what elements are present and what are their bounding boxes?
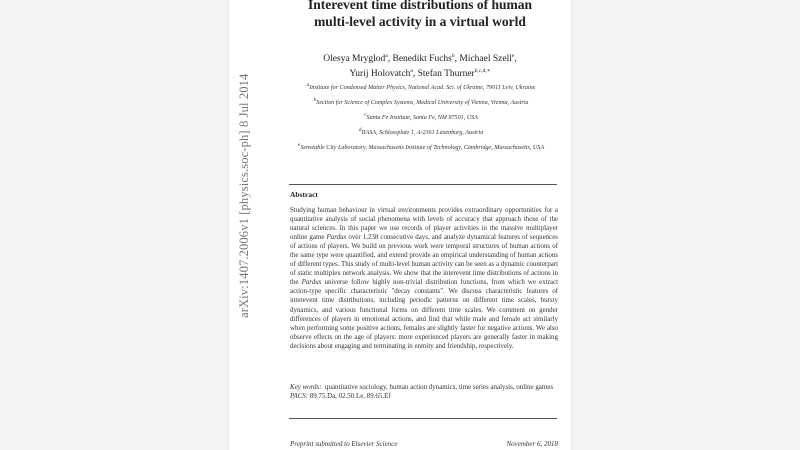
affiliation-item (289, 96, 553, 107)
abstract-part: universe follow highly non-trivial distribution functions, from which we extract action-type specific characteristic "decay constants". We discuss characteristic features of interevent time distributions, including periodic patterns on different time scales, bursty dynamics, and various functional forms on different time scales. We comment on gender differences of players in emotional actions, and find that while male and female act similarly when performing some positive actions, females are slightly faster for negative actions. We also observe effects on the age of players: more experienced players are generally faster in making decisions about engaging and terminating in enmity and friendship, respectively. (290, 278, 559, 350)
abstract-em: Pardus (326, 233, 347, 242)
preprint-note: Preprint submitted to Elsevier Science (290, 440, 398, 448)
keywords-text: quantitative sociology, human action dynamics, time series analysis, online games (325, 383, 554, 391)
author-name: Michael Szell (459, 54, 512, 65)
author-mark: a (385, 53, 388, 59)
pacs-label: PACS: (290, 392, 308, 401)
author-mark: b,c,d,∗ (474, 68, 491, 75)
author-line-2: Yurij Holovatch$^a$, Stefan Thurner$^{b,c,d,∗}$ (349, 68, 491, 80)
affiliation-item (289, 126, 553, 137)
affiliation-text: IIASA, Schlossplatz 1, A-2361 Laxenburg, Austria (361, 130, 484, 137)
author-name: Olesya Mryglod (323, 54, 386, 65)
abstract-bottom-rule (289, 418, 557, 419)
affiliation-mark: d (358, 127, 362, 134)
affiliation-item (289, 141, 553, 152)
arxiv-stamp: arXiv:1407.2006v1 [physics.soc-ph] 8 Jul 2014 (237, 73, 251, 318)
pacs-text: 89.75.Da, 02.50.Le, 89.65.Ef (309, 392, 391, 401)
author-mark: b (451, 53, 455, 59)
affiliation-item (289, 81, 553, 92)
affiliation-text: Santa Fe Institute, Santa Fe, NM 87501, USA (366, 115, 478, 122)
title-line-2: multi-level activity in a virtual world (314, 14, 526, 29)
abstract-em: Pardus (301, 278, 322, 287)
abstract-part: Studying human behaviour in virtual environments provides extraordinary opportunities for a quantitative analysis of social phenomena with levels of accuracy that approach those of the natural sciences. In this paper we use records of player activities in the massive multiplayer online game (290, 206, 558, 242)
affiliation-list (289, 81, 553, 156)
affiliation-text: Section for Science of Complex Systems, Medical University of Vienna, Vienna, Austria (316, 100, 529, 107)
abstract-text (290, 206, 558, 351)
title-line-1: Interevent time distributions of human (307, 0, 532, 12)
author-mark: a (410, 68, 413, 75)
author-mark: e (511, 53, 515, 59)
affiliation-text: Institute for Condensed Matter Physics, National Acad. Sci. of Ukraine, 79011 Lviv, Ukraine (309, 85, 536, 92)
paper-title (280, 0, 560, 30)
keywords-label: Key words: (290, 383, 322, 391)
abstract-top-rule (289, 184, 557, 185)
author-name: Benedikt Fuchs (392, 54, 452, 65)
author-list (280, 50, 560, 80)
affiliation-mark: c (364, 112, 367, 119)
footer-date: November 6, 2018 (506, 440, 558, 448)
author-name: Yurij Holovatch (349, 69, 411, 80)
author-line-1: Olesya Mryglod$^a$, Benedikt Fuchs$^b$, Michael Szell$^e$, (323, 53, 517, 65)
author-name: Stefan Thurner (417, 69, 475, 80)
abstract-part: over 1,238 consecutive days, and analyze dynamical features of sequences of actions of players. We build on previous work were temporal structures of human actions of the same type were quantified, and extend provide an empirical understanding of human actions of different types. This study of multi-level human activity can be seen as a dynamic counterpart of static multiplex network analysis. We show that the interevent time distributions of actions in the (290, 233, 558, 287)
abstract-heading: Abstract (290, 190, 318, 199)
keywords-block (290, 383, 558, 401)
affiliation-item (289, 111, 553, 122)
affiliation-text: Senseable City Laboratory, Massachusetts Institute of Technology, Cambridge, Massachusetts, USA (300, 145, 545, 152)
affiliation-mark: e (297, 142, 301, 149)
affiliation-mark: a (306, 82, 310, 88)
affiliation-mark: b (313, 97, 317, 104)
